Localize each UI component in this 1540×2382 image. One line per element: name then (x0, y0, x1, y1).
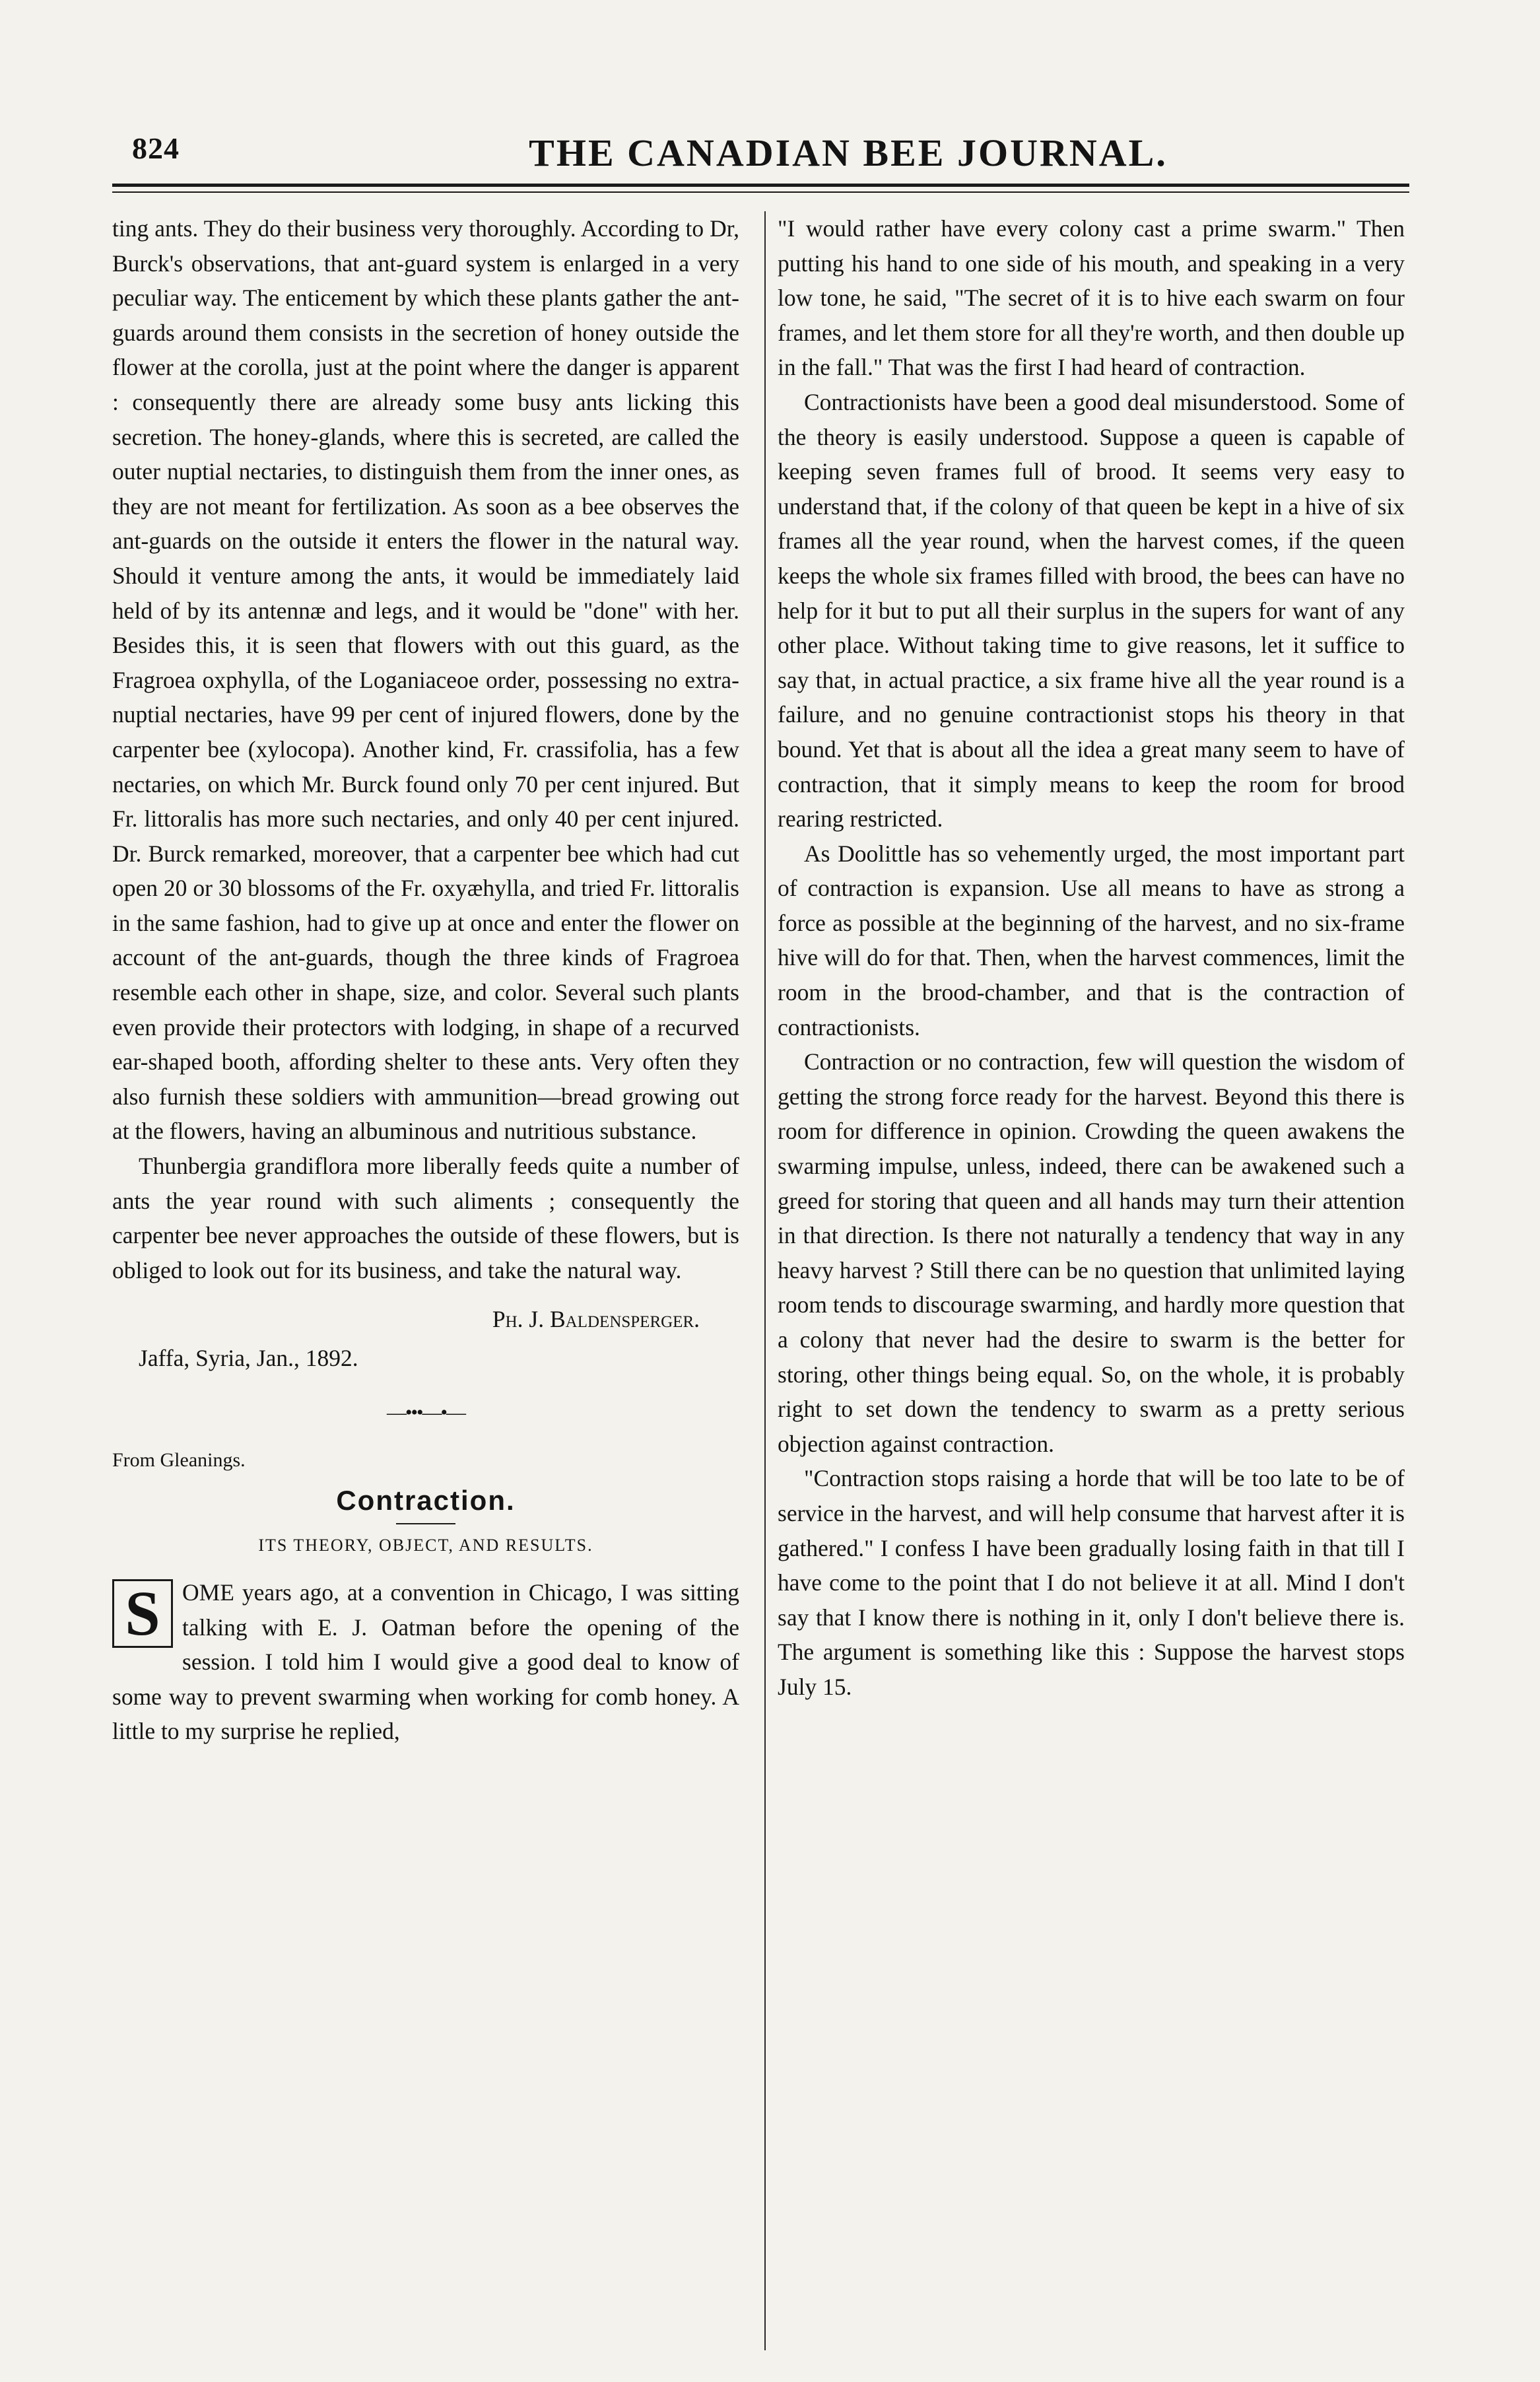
journal-title: THE CANADIAN BEE JOURNAL. (529, 131, 1168, 174)
article-source: From Gleanings. (112, 1449, 246, 1472)
section-ornament: —•••—•— (386, 1401, 465, 1423)
paragraph: Contraction or no contraction, few will question the wisdom of getting the strong force ready for the harvest. Beyond this there is room for difference in opinion. Crowding the queen awakens the swarming impulse, unless, indeed, there can be awakened such a greed for storing that queen and all hands may turn their attention in that direction. Is there not naturally a tendency that way in any heavy harvest ? Still there can be no question that unlimited laying room tends to discourage swarming, and hardly more question that a colony that never had the desire to swarm is the better for storing, other things being equal. So, on the whole, it is probably right to set down the tendency to swarm as a pretty serious objection against contraction. (778, 1048, 1405, 1457)
author-signature: Ph. J. Baldensperger. (492, 1306, 700, 1333)
header-rule-thick (112, 184, 1409, 187)
paragraph: "Contraction stops raising a horde that will be too late to be of service in the harvest, and will help consume that harvest after it is gathered." I confess I have been gradually losing faith in that till I have come to the point that I do not believe it at all. Mind I don't say that I know there is nothing in it, only I don't believe there is. The argument is something like this : Suppose the harvest stops July 15. (778, 1465, 1405, 1700)
article-subtitle: ITS THEORY, OBJECT, AND RESULTS. (258, 1536, 593, 1555)
paragraph: As Doolittle has so vehemently urged, the most important part of contraction is expansion. Use all means to have as strong a force as possible at the beginning of the harvest, and no six-frame hive will do for that. Then, when the harvest commences, limit the room in the brood-chamber, and that is the contraction of contractionists. (778, 840, 1405, 1040)
paragraph: Thunbergia grandiflora more liberally feeds quite a number of ants the year round with such aliments ; consequently the carpenter bee never approaches the outside of these flowers, but is obliged to look out for its business, and take the natural way. (112, 1153, 739, 1283)
paragraph: ting ants. They do their business very thoroughly. According to Dr, Burck's observations, that ant-guard system is enlarged in a very peculiar way. The enticement by which these plants gather the ant-guards around them consists in the secretion of honey outside the flower at the corolla, just at the point where the danger is apparent : consequently there are already some busy ants licking this secretion. The honey-glands, where this is secreted, are called the outer nuptial nectaries, to distinguish them from the inner ones, as they are not meant for fertilization. As soon as a bee observes the ant-guards on the outside it enters the flower in the natural way. Should it venture among the ants, it would be immediately laid held of by its antennæ and legs, and it would be "done" with her. Besides this, it is seen that flowers with out this guard, as the Fragroea oxphylla, of the Loganiaceoe order, possessing no extra-nuptial nectaries, have 99 per cent of injured flowers, done by the carpenter bee (xylocopa). Another kind, Fr. crassifolia, has a few nectaries, on which Mr. Burck found only 70 per cent injured. But Fr. littoralis has more such nectaries, and only 40 per cent injured. Dr. Burck remarked, moreover, that a carpenter bee which had cut open 20 or 30 blossoms of the Fr. oxyæhylla, and tried Fr. littoralis in the same fashion, had to give up at once and enter the flower on account of the ant-guards, though the three kinds of Fragroea resemble each other in shape, size, and color. Several such plants even provide their protectors with lodging, in shape of a recurved ear-shaped booth, affording shelter to these ants. Very often they also furnish these soldiers with ammunition—bread growing out at the flowers, having an albuminous and nutritious substance. (112, 215, 739, 1145)
dateline: Jaffa, Syria, Jan., 1892. (139, 1345, 358, 1371)
title-rule (396, 1523, 455, 1524)
paragraph: Contractionists have been a good deal misunderstood. Some of the theory is easily understood. Suppose a queen is capable of keeping seven frames full of brood. It seems very easy to understand that, if the colony of that queen be kept in a hive of six frames all the year round, when the harvest comes, if the queen keeps the whole six frames filled with brood, the bees can have no help for it but to put all their surplus in the supers for want of any other place. Without taking time to give reasons, let it suffice to say that, in actual practice, a six frame hive all the year round is a failure, and no genuine contractionist stops his theory in that bound. Yet that is about all the idea a great many seem to have of contraction, that it simply means to keep the room for brood rearing restricted. (778, 388, 1405, 833)
column-divider (764, 211, 766, 2350)
drop-cap: S (112, 1579, 173, 1648)
header-rule-thin (112, 191, 1409, 193)
paragraph: "I would rather have every colony cast a prime swarm." Then putting his hand to one side of his mouth, and speaking in a very low tone, he said, "The secret of it is to hive each swarm on four frames, and let them store for all they're worth, and then double up in the fall." That was the first I had heard of contraction. (778, 215, 1405, 381)
page-header (99, 131, 1419, 177)
left-column (112, 211, 739, 2350)
article-title: Contraction. (336, 1484, 516, 1516)
right-column (778, 211, 1405, 2350)
opening-paragraph (112, 1575, 739, 1749)
page-number: 824 (132, 131, 180, 165)
paragraph: OME years ago, at a convention in Chicago, I was sitting talking with E. J. Oatman before the opening of the session. I told him I would give a good deal to know of some way to prevent swarming when working for comb honey. A little to my surprise he replied, (112, 1579, 739, 1745)
